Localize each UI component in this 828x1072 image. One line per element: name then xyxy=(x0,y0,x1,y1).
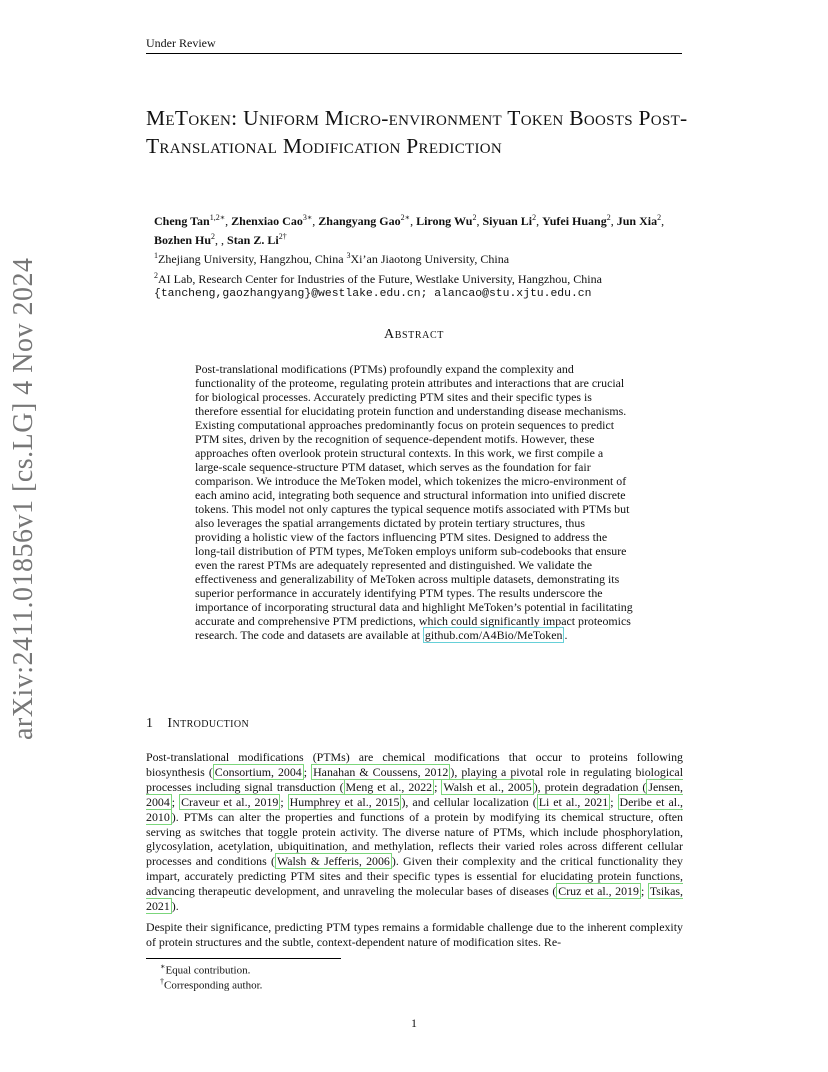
citation-link[interactable]: Humphrey et al., 2015 xyxy=(289,794,400,809)
author-name: Zhangyang Gao xyxy=(318,214,401,228)
introduction-body xyxy=(146,750,683,956)
author-affiliation-mark: 2∗ xyxy=(400,213,411,222)
author-name: Yufei Huang xyxy=(542,214,607,228)
author-affiliation-mark: 2† xyxy=(278,232,287,241)
affiliation-2: $^2$AI Lab, Research Center for Industries of the Future, Westlake University, Hangzhou, China xyxy=(154,270,602,286)
section-heading: 1 Introduction xyxy=(146,716,250,731)
running-header: Under Review xyxy=(146,36,682,54)
citation-link[interactable]: Consortium, 2004 xyxy=(214,764,302,779)
author-list: Cheng Tan$^{1,2∗}$, Zhenxiao Cao$^{3∗}$, Zhangyang Gao$^{2∗}$, Lirong Wu$^2$, Siyuan Li$^2$, Yufei Huang$^2$, Jun Xia$^2$, Bozhen Hu$^2$, , Stan Z. $Li^{2\dagger}$ xyxy=(154,213,665,247)
citation-link[interactable]: Deribe et al., 2010 xyxy=(146,794,684,824)
abstract-heading: Abstract xyxy=(384,327,444,342)
author-name: Zhenxiao Cao xyxy=(231,214,303,228)
author-name: Bozhen Hu xyxy=(154,233,212,247)
page-number: 1 xyxy=(411,1016,417,1030)
footnote-corresponding: †Corresponding author. xyxy=(160,977,263,992)
author-name: Stan Z. Li xyxy=(227,233,279,247)
abstract-text: Post-translational modifications (PTMs) profoundly expand the complexity and functionality of the proteome, regulating protein attributes and interactions that are crucial for biological processes. Accurately predicting PTM sites and their specific types is therefore essential for elucidating protein function and understanding disease mechanisms. Existing computational approaches predominantly focus on protein sequences to predict PTM sites, driven by the recognition of sequence-dependent motifs. However, these approaches often overlook protein structural contexts. In this work, we first compile a large-scale sequence-structure PTM dataset, which serves as the foundation for fair comparison. We introduce the MeToken model, which tokenizes the micro-environment of each amino acid, integrating both sequence and structural information into unified discrete tokens. This model not only captures the typical sequence motifs associated with PTMs but also leverages the spatial arrangements dictated by protein tertiary structures, thus providing a holistic view of the factors influencing PTM sites. Designed to address the long-tail distribution of PTM types, MeToken employs uniform sub-codebooks that ensure even the rarest PTMs are adequately represented and distinguished. We validate the effectiveness and generalizability of MeToken across multiple datasets, demonstrating its superior performance in accurately identifying PTM types. The results underscore the importance of incorporating structural data and highlight MeToken’s potential in facilitating accurate and comprehensive PTM predictions, which could significantly impact proteomics research. The code and datasets are available at xyxy=(195,362,633,642)
citation-link[interactable]: Cruz et al., 2019 xyxy=(558,884,639,899)
author-name: Siyuan Li xyxy=(482,214,533,228)
footnote-rule xyxy=(146,958,341,959)
author-affiliation-mark: 2 xyxy=(657,213,662,222)
author-name: Jun Xia xyxy=(616,214,658,228)
citation-link[interactable]: Jensen, 2004 xyxy=(146,779,684,809)
affiliation-1: $^1$Zhejiang University, Hangzhou, China $^3$Xi’an Jiaotong University, China xyxy=(154,251,510,266)
arxiv-identifier: arXiv:2411.01856v1 [cs.LG] 4 Nov 2024 xyxy=(8,257,39,740)
citation-link[interactable]: Walsh & Jefferis, 2006 xyxy=(276,854,390,869)
author-affiliation-mark: 2 xyxy=(211,232,216,241)
citation-link[interactable]: Hanahan & Coussens, 2012 xyxy=(313,764,449,779)
author-block xyxy=(154,210,684,303)
citation-link[interactable]: Walsh et al., 2005 xyxy=(443,779,532,794)
citation-link[interactable]: Li et al., 2021 xyxy=(538,794,609,809)
author-emails: {tancheng,gaozhangyang}@westlake.edu.cn; alancao@stu.xjtu.edu.cn xyxy=(154,288,592,300)
footnote-equal: ∗Equal contribution. xyxy=(160,962,251,977)
citation-link[interactable]: Meng et al., 2022 xyxy=(345,779,433,794)
author-affiliation-mark: 1,2∗ xyxy=(209,213,226,222)
citation-link[interactable]: Craveur et al., 2019 xyxy=(181,794,279,809)
intro-paragraph-2: Despite their significance, predicting PTM types remains a formidable challenge due to the inherent complexity of protein structures and the subtle, context-dependent nature of modification sites. Re- xyxy=(146,919,683,949)
author-affiliation-mark: 3∗ xyxy=(302,213,313,222)
paper-title: MeToken: Uniform Micro-environment Token Boosts Post-Translational Modification Prediction xyxy=(146,106,688,158)
author-name: Lirong Wu xyxy=(416,214,473,228)
citation-link[interactable]: Tsikas, 2021 xyxy=(146,884,683,914)
author-affiliation-mark: 2 xyxy=(472,213,477,222)
abstract-body: Post-translational modifications (PTMs) profoundly expand the complexity and functionality of the proteome, regulating protein attributes and interactions that are crucial for biological processes. Accurately predicting PTM sites and their specific types is therefore essential for elucidating protein function and understanding disease mechanisms. Existing computational approaches predominantly focus on protein sequences to predict PTM sites, driven by the recognition of sequence-dependent motifs. However, these approaches often overlook protein structural contexts. In this work, we first compile a large-scale sequence-structure PTM dataset, which serves as the foundation for fair comparison. We introduce the MeToken model, which tokenizes the micro-environment of each amino acid, integrating both sequence and structural information into unified discrete tokens. This model not only captures the typical sequence motifs associated with PTMs but also leverages the spatial arrangements dictated by protein tertiary structures, thus providing a holistic view of the factors influencing PTM sites. Designed to address the long-tail distribution of PTM types, MeToken employs uniform sub-codebooks that ensure even the rarest PTMs are adequately represented and distinguished. We validate the effectiveness and generalizability of MeToken across multiple datasets, demonstrating its superior performance in accurately identifying PTM types. The results underscore the importance of incorporating structural data and highlight MeToken’s potential in facilitating accurate and comprehensive PTM predictions, which could significantly impact proteomics research. The code and datasets are available at github.com/A4Bio/MeToken . xyxy=(195,362,633,642)
code-link[interactable]: github.com/A4Bio/MeToken xyxy=(424,628,563,642)
intro-paragraph-1: Post-translational modifications (PTMs) are chemical modifications that occur to proteins following biosynthesis ( Consortium, 2004 ; Hanahan & Coussens, 2012 ), playing a pivotal role in regulating biological processes including signal transduction ( Meng et al., 2022 ; Walsh et al., 2005 ), protein degradation ( Jensen, 2004 ; Craveur et al., 2019 ; Humphrey et al., 2015 ), and cellular localization ( Li et al., 2021 ; Deribe et al., 2010 ). PTMs can alter the properties and functions of a protein by modifying its chemical structure, often serving as switches that toggle protein activity. The diverse nature of PTMs, which include phosphorylation, glycosylation, acetylation, ubiquitination, and methylation, reflects their varied roles across different cellular processes and conditions ( Walsh & Jefferis, 2006 ). Given their complexity and the critical functionality they impart, accurately predicting PTM sites and their specific types is essential for elucidating protein functions, advancing therapeutic development, and unraveling the molecular bases of diseases ( Cruz et al., 2019 ; Tsikas, 2021 ). xyxy=(146,750,684,914)
author-affiliation-mark: 2 xyxy=(606,213,611,222)
author-affiliation-mark: 2 xyxy=(532,213,537,222)
author-name: Cheng Tan xyxy=(154,214,210,228)
